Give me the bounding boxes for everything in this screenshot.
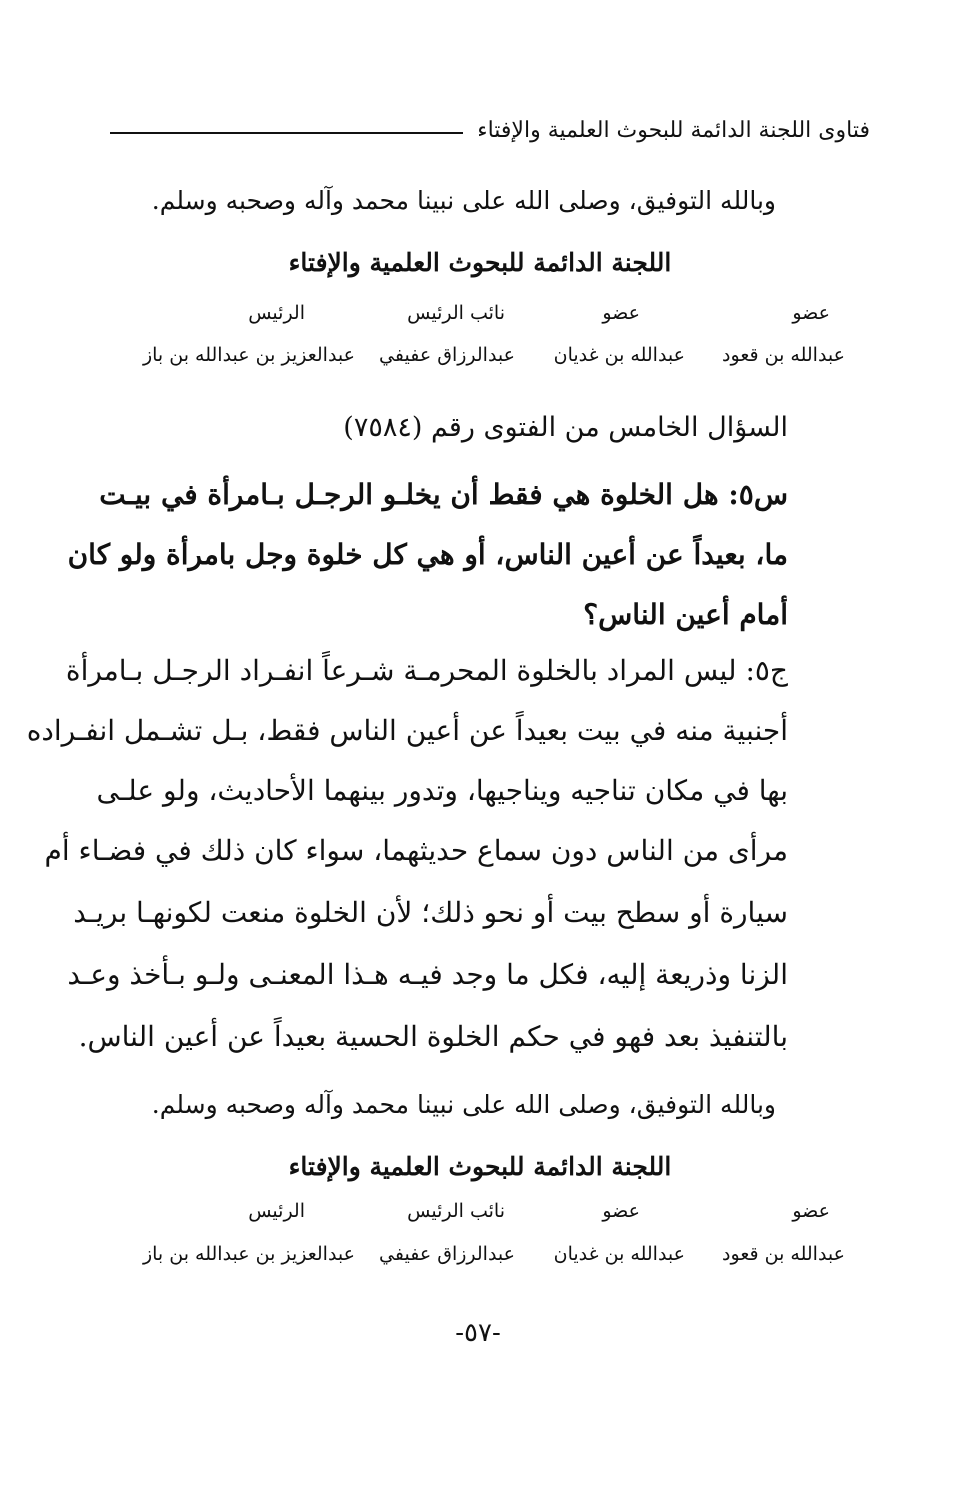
role-member-1: عضو (792, 302, 830, 324)
name-ibn-ghudayyan: عبدالله بن غديان (553, 1243, 685, 1265)
signature-names-row-2 (125, 1243, 845, 1277)
question-line-2: ما، بعيداً عن أعين الناس، أو هي كل خلوة وجل بامرأة ولو كان (67, 538, 788, 571)
name-ibn-baz: عبدالعزيز بن عبدالله بن باز (142, 1243, 355, 1265)
name-afifi: عبدالرزاق عفيفي (379, 344, 515, 366)
name-ibn-ghudayyan: عبدالله بن غديان (553, 344, 685, 366)
committee-title-2: اللجنة الدائمة للبحوث العلمية والإفتاء (288, 1152, 672, 1181)
answer-line-3: بها في مكان تناجيه ويناجيها، وتدور بينهما الأحاديث، ولو علـى (96, 774, 788, 807)
role-president: الرئيس (248, 302, 305, 324)
signature-names-row (125, 344, 845, 378)
closing-formula: وبالله التوفيق، وصلى الله على نبينا محمد وآله وصحبه وسلم. (151, 186, 776, 215)
answer-line-5: سيارة أو سطح بيت أو نحو ذلك؛ لأن الخلوة منعت لكونهـا بريـد (73, 896, 788, 929)
role-member-1: عضو (792, 1200, 830, 1222)
answer-line-6: الزنا وذريعة إليه، فكل ما وجد فيـه هـذا المعنـى ولـو بـأخذ وعـد (67, 958, 788, 991)
answer-line-2: أجنبية منه في بيت بعيداً عن أعين الناس فقط، بـل تشـمل انفـراده (26, 714, 788, 747)
name-ibn-qaud: عبدالله بن قعود (722, 1243, 845, 1265)
name-afifi: عبدالرزاق عفيفي (379, 1243, 515, 1265)
page-number: -٥٧- (455, 1318, 501, 1348)
answer-line-1: ج٥: ليس المراد بالخلوة المحرمـة شـرعاً انفـراد الرجـل بـامرأة (65, 654, 788, 687)
name-ibn-baz: عبدالعزيز بن عبدالله بن باز (142, 344, 355, 366)
running-title: فتاوى اللجنة الدائمة للبحوث العلمية والإفتاء (477, 117, 870, 143)
header-rule (110, 132, 463, 134)
running-header (110, 110, 870, 150)
role-president: الرئيس (248, 1200, 305, 1222)
question-line-1: س٥: هل الخلوة هي فقط أن يخلـو الرجـل بـامرأة في بيـت (99, 478, 788, 511)
signature-roles-row-2 (130, 1200, 850, 1234)
fatwa-title: السؤال الخامس من الفتوى رقم (٧٥٨٤) (343, 412, 788, 443)
signature-roles-row (130, 302, 850, 336)
answer-line-4: مرأى من الناس دون سماع حديثهما، سواء كان ذلك في فضـاء أم (44, 834, 788, 867)
role-member-2: عضو (602, 302, 640, 324)
question-line-3: أمام أعين الناس؟ (583, 598, 788, 631)
answer-line-7: بالتنفيذ بعد فهو في حكم الخلوة الحسية بعيداً عن أعين الناس. (78, 1020, 788, 1053)
role-vice-president: نائب الرئيس (407, 302, 505, 324)
name-ibn-qaud: عبدالله بن قعود (722, 344, 845, 366)
committee-title: اللجنة الدائمة للبحوث العلمية والإفتاء (288, 248, 672, 277)
role-member-2: عضو (602, 1200, 640, 1222)
role-vice-president: نائب الرئيس (407, 1200, 505, 1222)
closing-formula-2: وبالله التوفيق، وصلى الله على نبينا محمد وآله وصحبه وسلم. (151, 1090, 776, 1119)
